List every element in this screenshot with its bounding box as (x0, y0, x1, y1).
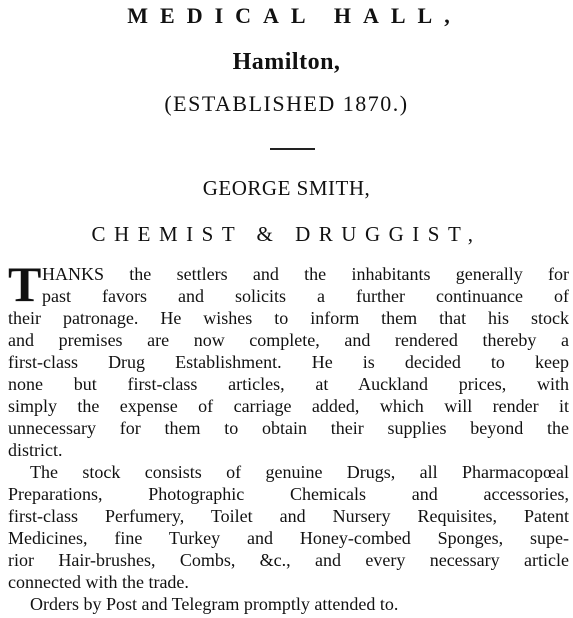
paragraph-2-line-3: first-class Perfumery, Toilet and Nursery Requisites, Patent (8, 506, 569, 526)
established-line: (ESTABLISHED 1870.) (164, 91, 409, 116)
paragraph-2-line-1: The stock consists of genuine Drugs, all Pharmacopœal (30, 462, 569, 482)
paragraph-2-line-5: rior Hair-brushes, Combs, &c., and every necessary article (8, 550, 569, 570)
paragraph-1-line-1: HANKS the settlers and the inhabitants generally for (42, 264, 569, 284)
drop-cap-letter: T (8, 256, 42, 312)
paragraph-1-line-7: simply the expense of carriage added, which will render it (8, 396, 569, 416)
paragraph-1-line-2: past favors and solicits a further continuance of (42, 286, 569, 306)
paragraph-1-line-4: and premises are now complete, and rendered thereby a (8, 330, 569, 350)
paragraph-2-line-4: Medicines, fine Turkey and Honey-combed Sponges, supe- (8, 528, 569, 548)
divider-rule (270, 148, 315, 150)
paragraph-2-line-6: connected with the trade. (8, 572, 189, 592)
business-title: MEDICAL HALL, (127, 3, 462, 28)
paragraph-1-line-6: none but first-class articles, at Auckland prices, with (8, 374, 569, 394)
paragraph-1-line-9: district. (8, 440, 63, 460)
closing-line: Orders by Post and Telegram promptly attended to. (30, 594, 399, 614)
town-name: Hamilton, (232, 49, 341, 75)
paragraph-1-line-5: first-class Drug Establishment. He is decided to keep (8, 352, 569, 372)
proprietor-name: GEORGE SMITH, (202, 176, 371, 200)
paragraph-2-line-2: Preparations, Photographic Chemicals and accessories, (8, 484, 569, 504)
trade-title: CHEMIST & DRUGGIST, (91, 222, 482, 246)
paragraph-1-line-8: unnecessary for them to obtain their supplies beyond the (8, 418, 569, 438)
paragraph-1-line-3: their patronage. He wishes to inform them that his stock (8, 308, 569, 328)
